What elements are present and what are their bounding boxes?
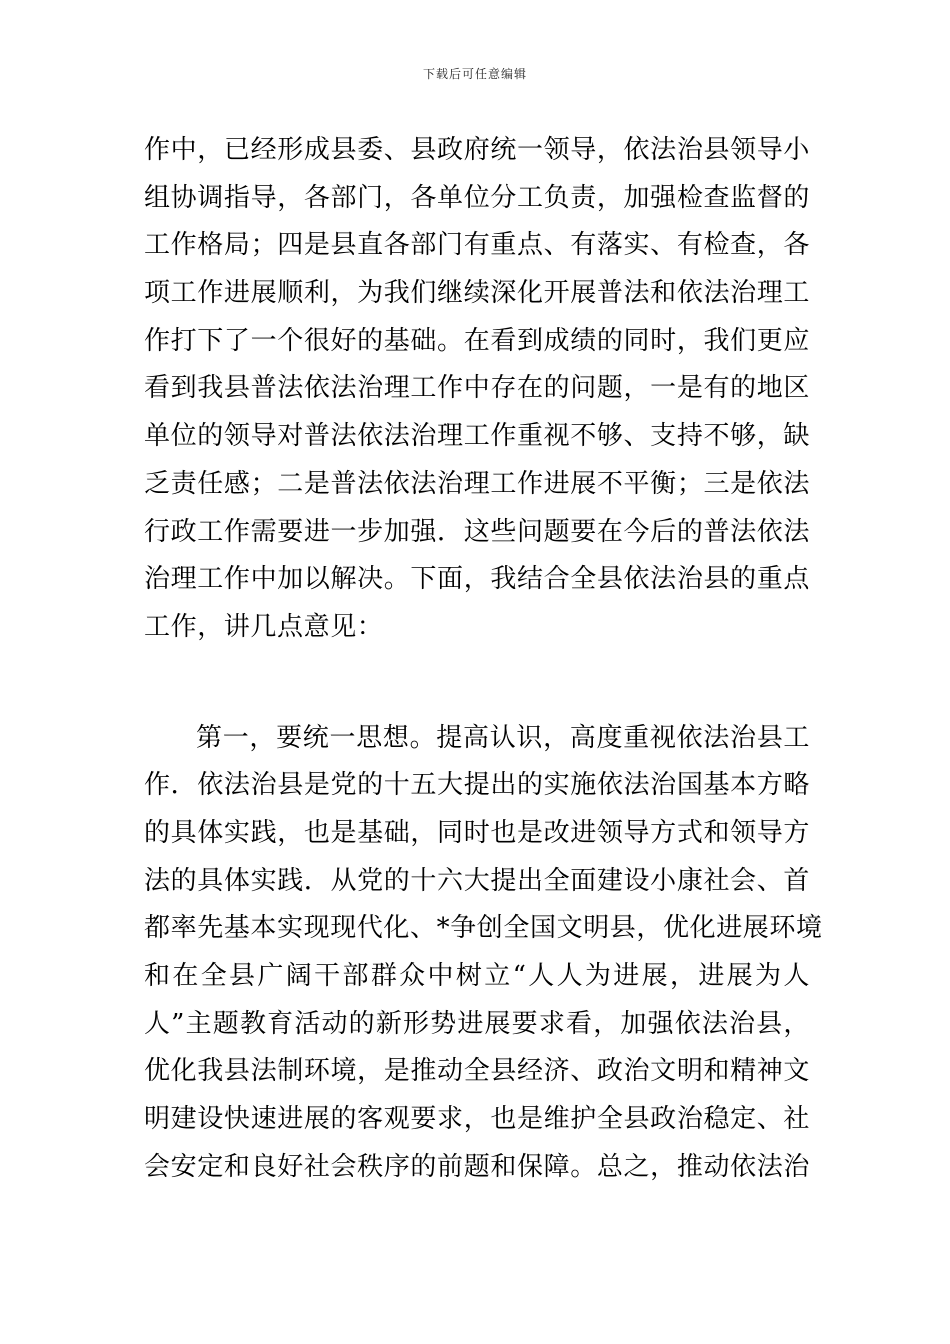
text-line: 工作格局；四是县直各部门有重点、有落实、有检查，各 xyxy=(144,230,810,261)
text-line: 的具体实践，也是基础，同时也是改进领导方式和领导方 xyxy=(144,817,810,848)
page-header: 下载后可任意编辑 xyxy=(422,67,527,81)
text-line: 看到我县普法依法治理工作中存在的问题，一是有的地区 xyxy=(144,373,810,404)
text-line: 会安定和良好社会秩序的前题和保障。总之，推动依法治 xyxy=(144,1151,810,1182)
text-line: 法的具体实践．从党的十六大提出全面建设小康社会、首 xyxy=(144,865,810,896)
text-line: 项工作进展顺利，为我们继续深化开展普法和依法治理工 xyxy=(144,278,810,309)
paragraph-1 xyxy=(144,127,810,652)
text-line: 人”主题教育活动的新形势进展要求看，加强依法治县， xyxy=(144,1008,810,1039)
text-line: 作中，已经形成县委、县政府统一领导，依法治县领导小 xyxy=(144,135,810,165)
text-line: 工作，讲几点意见： xyxy=(144,611,384,642)
text-line: 行政工作需要进一步加强．这些问题要在今后的普法依法 xyxy=(144,516,810,547)
body-text xyxy=(144,127,823,1191)
text-line: 和在全县广阔干部群众中树立“人人为进展，进展为人 xyxy=(144,961,810,991)
text-line: 明建设快速进展的客观要求，也是维护全县政治稳定、社 xyxy=(144,1104,810,1135)
text-line: 单位的领导对普法依法治理工作重视不够、支持不够，缺 xyxy=(144,421,810,452)
text-line: 作．依法治县是党的十五大提出的实施依法治国基本方略 xyxy=(144,770,810,801)
text-line: 第一，要统一思想。提高认识，高度重视依法治县工 xyxy=(196,722,810,753)
text-line: 治理工作中加以解决。下面，我结合全县依法治县的重点 xyxy=(144,564,810,595)
text-line: 优化我县法制环境，是推动全县经济、政治文明和精神文 xyxy=(144,1056,810,1087)
text-line: 都率先基本实现现代化、*争创全国文明县，优化进展环境 xyxy=(144,913,823,944)
text-line: 乏责任感；二是普法依法治理工作进展不平衡；三是依法 xyxy=(144,468,810,499)
paragraph-2 xyxy=(144,715,823,1192)
paragraph-spacer xyxy=(144,652,810,715)
text-line: 作打下了一个很好的基础。在看到成绩的同时，我们更应 xyxy=(144,325,810,356)
text-line: 组协调指导，各部门，各单位分工负责，加强检查监督的 xyxy=(144,182,810,213)
